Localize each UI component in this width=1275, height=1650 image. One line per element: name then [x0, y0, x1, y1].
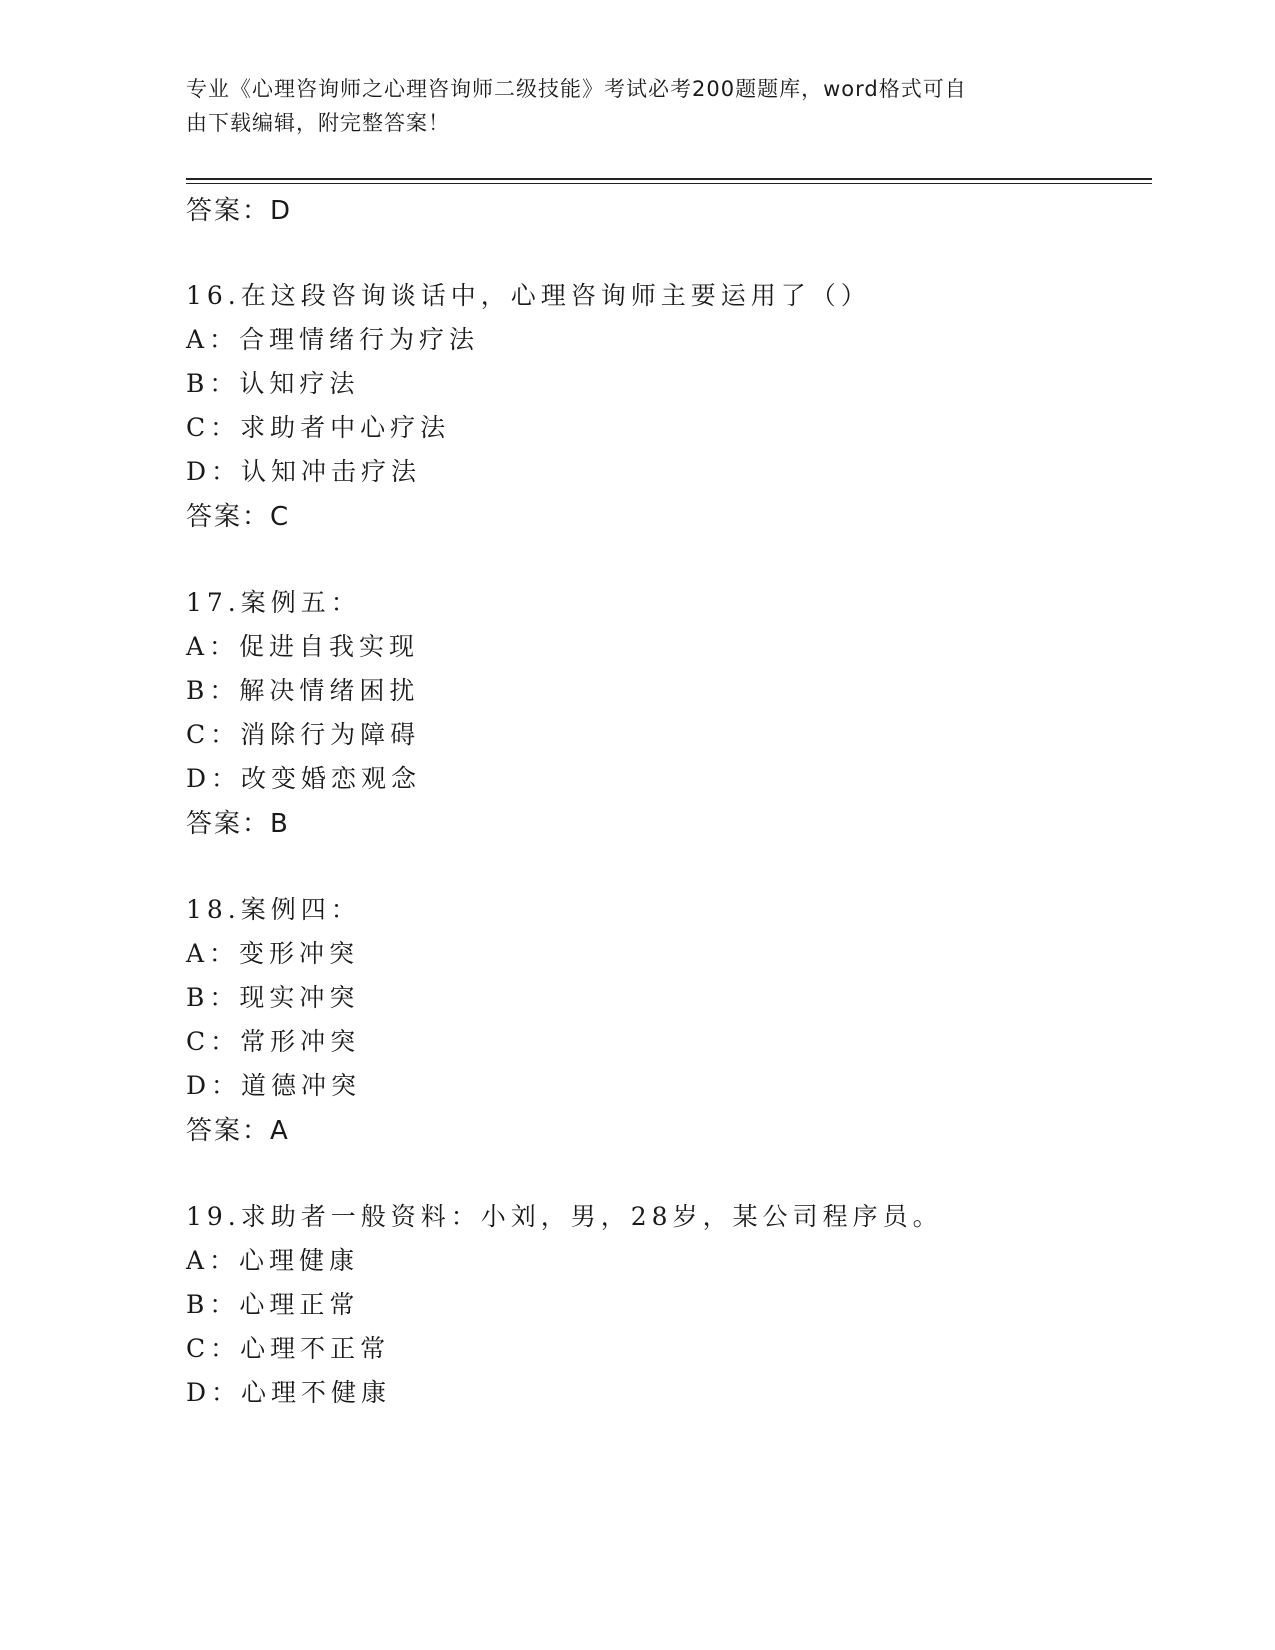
option-d: D：改变婚恋观念	[186, 764, 422, 793]
option-c: C：求助者中心疗法	[186, 413, 451, 442]
answer-line: 答案：C	[186, 502, 291, 532]
option-a: A：变形冲突	[186, 939, 360, 968]
question-text: 16.在这段咨询谈话中，心理咨询师主要运用了（）	[186, 281, 871, 310]
option-a: A：合理情绪行为疗法	[186, 325, 480, 354]
option-c: C：常形冲突	[186, 1027, 361, 1056]
option-b: B：心理正常	[186, 1290, 360, 1319]
answer-line: 答案：D	[186, 196, 293, 226]
option-d: D：认知冲击疗法	[186, 457, 422, 486]
question-text: 19.求助者一般资料：小刘，男，28岁，某公司程序员。	[186, 1202, 943, 1231]
answer-line: 答案：A	[186, 1116, 290, 1146]
answer-line: 答案：B	[186, 809, 290, 839]
option-d: D：道德冲突	[186, 1071, 362, 1100]
option-c: C：心理不正常	[186, 1334, 391, 1363]
question-text: 17.案例五：	[186, 588, 361, 617]
option-d: D：心理不健康	[186, 1378, 392, 1407]
document-header	[186, 72, 1066, 140]
question-text: 18.案例四：	[186, 895, 361, 924]
option-b: B：解决情绪困扰	[186, 676, 420, 705]
header-divider-thick	[186, 178, 1152, 180]
header-line-2: 由下载编辑，附完整答案！	[186, 111, 450, 135]
option-c: C：消除行为障碍	[186, 720, 421, 749]
option-b: B：现实冲突	[186, 983, 360, 1012]
option-a: A：促进自我实现	[186, 632, 420, 661]
header-line-1: 专业《心理咨询师之心理咨询师二级技能》考试必考200题题库，word格式可自	[186, 77, 967, 101]
option-a: A：心理健康	[186, 1246, 360, 1275]
header-divider-thin	[186, 183, 1152, 184]
option-b: B：认知疗法	[186, 369, 360, 398]
